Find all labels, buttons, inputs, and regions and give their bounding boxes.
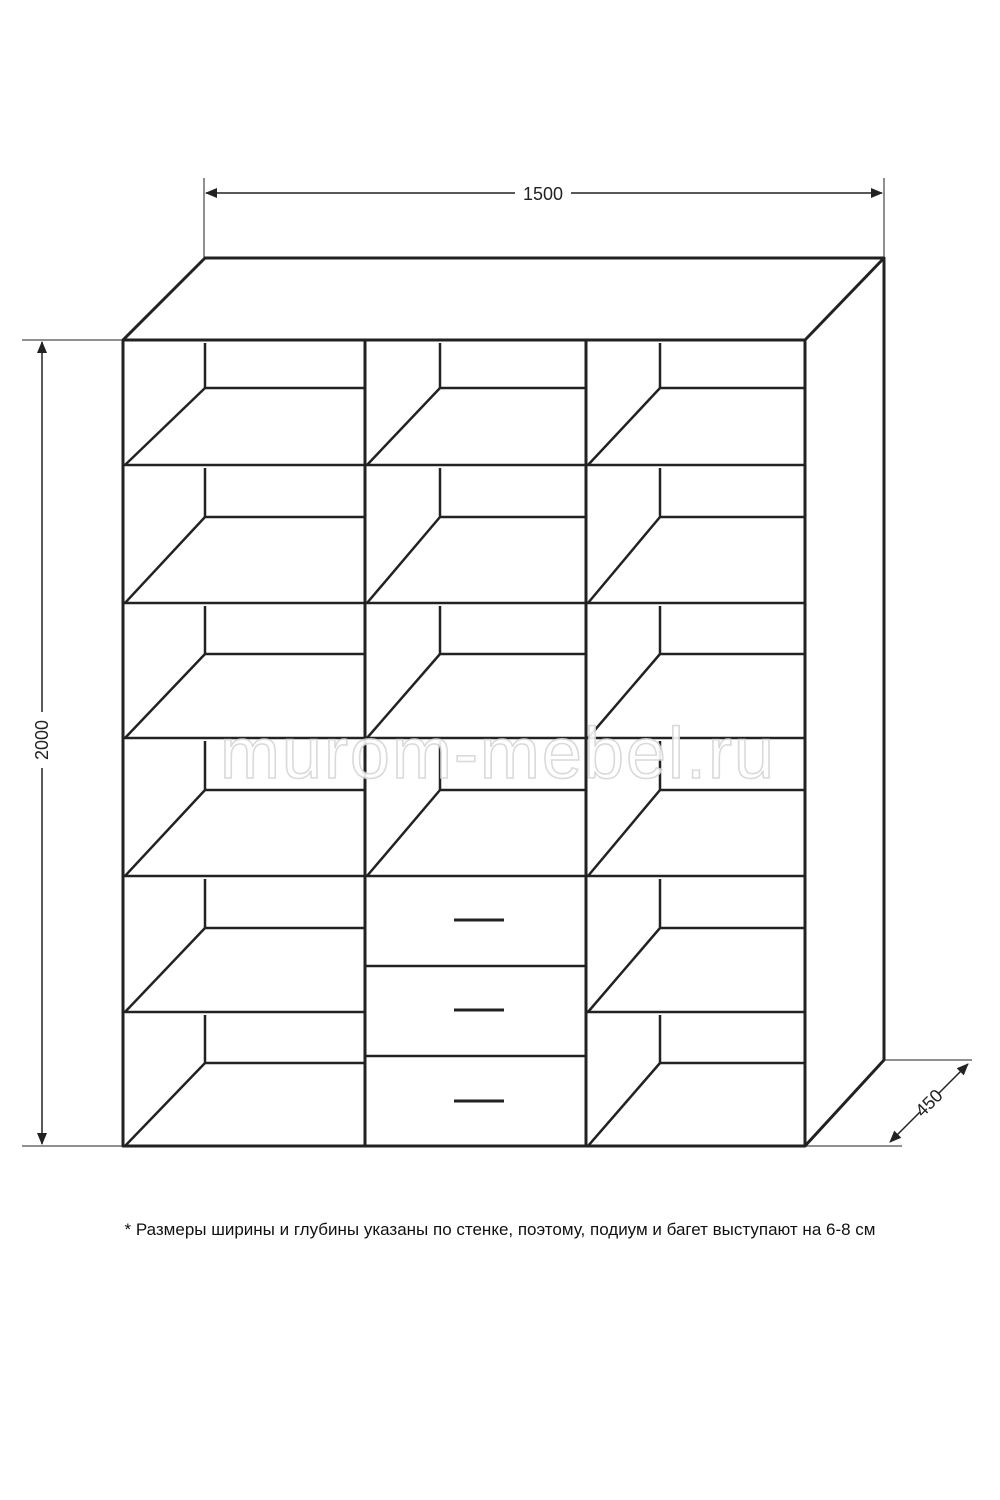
shelf-compartment: [586, 468, 805, 603]
shelf-compartment: [123, 1015, 365, 1146]
shelf-diagonal-edge: [588, 388, 660, 465]
watermark: murom-mebel.ru: [219, 714, 777, 794]
shelf-compartment: [365, 343, 586, 465]
shelf-compartment: [123, 343, 365, 465]
shelf-diagonal-edge: [588, 1063, 660, 1146]
shelf-diagonal-edge: [367, 517, 440, 603]
shelf-diagonal-edge: [367, 790, 440, 876]
drawer: [365, 920, 586, 966]
shelf-compartment: [365, 468, 586, 603]
shelf-diagonal-edge: [125, 790, 205, 876]
depth-dimension: [805, 1060, 972, 1146]
drawers: [365, 920, 586, 1146]
depth-label: 450: [911, 1085, 947, 1121]
shelf-diagonal-edge: [125, 1063, 205, 1146]
drawer: [365, 1010, 586, 1056]
shelf-compartment: [586, 343, 805, 465]
shelf-diagonal-edge: [125, 654, 205, 738]
footnote: * Размеры ширины и глубины указаны по стенке, поэтому, подиум и багет выступают на 6-8 см: [124, 1220, 876, 1239]
shelf-diagonal-edge: [125, 517, 205, 603]
shelf-diagonal-edge: [588, 790, 660, 876]
height-label: 2000: [32, 719, 52, 761]
shelf-compartment: [586, 879, 805, 1012]
shelf-compartment: [586, 1015, 805, 1146]
shelf-diagonal-edge: [588, 928, 660, 1012]
width-dimension: [204, 178, 884, 258]
drawer: [365, 1101, 586, 1146]
shelf-compartment: [123, 468, 365, 603]
width-label: 1500: [522, 184, 564, 204]
shelf-diagonal-edge: [367, 388, 440, 465]
shelf-diagonal-edge: [588, 517, 660, 603]
shelf-diagonal-edge: [125, 928, 205, 1012]
height-dimension: [22, 340, 123, 1146]
shelf-diagonal-edge: [125, 388, 205, 465]
shelf-compartment: [123, 879, 365, 1012]
